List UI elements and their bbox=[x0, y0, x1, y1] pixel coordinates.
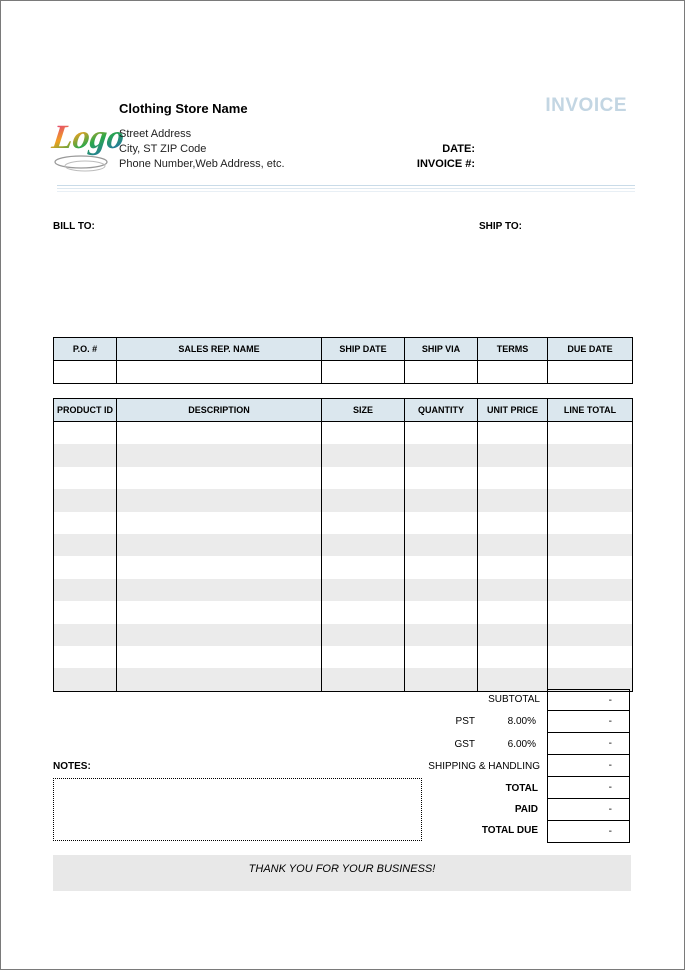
total-due-label: TOTAL DUE bbox=[481, 825, 538, 836]
subtotal-label: SUBTOTAL bbox=[488, 694, 540, 705]
quantity-cell[interactable] bbox=[405, 601, 478, 623]
paid-label: PAID bbox=[514, 804, 538, 815]
size-cell[interactable] bbox=[322, 534, 405, 556]
size-cell[interactable] bbox=[322, 556, 405, 578]
table-row bbox=[54, 512, 633, 534]
table-row bbox=[54, 601, 633, 623]
size-cell[interactable] bbox=[322, 624, 405, 646]
quantity-cell[interactable] bbox=[405, 624, 478, 646]
pst-rate: 8.00% bbox=[507, 716, 536, 727]
thank-you-banner: THANK YOU FOR YOUR BUSINESS! bbox=[53, 855, 631, 891]
quantity-cell[interactable] bbox=[405, 646, 478, 668]
product-id-cell[interactable] bbox=[54, 534, 117, 556]
line-total-cell[interactable] bbox=[548, 489, 633, 511]
table-row bbox=[54, 467, 633, 489]
shipping-label: SHIPPING & HANDLING bbox=[428, 761, 540, 772]
invoice-number-label: INVOICE #: bbox=[416, 158, 475, 170]
product-id-cell[interactable] bbox=[54, 489, 117, 511]
ship-date-cell[interactable] bbox=[322, 361, 405, 384]
size-cell[interactable] bbox=[322, 668, 405, 691]
due-date-header: DUE DATE bbox=[548, 338, 633, 361]
gst-value[interactable]: - bbox=[547, 733, 630, 755]
unit-price-cell[interactable] bbox=[478, 556, 548, 578]
line-total-cell[interactable] bbox=[548, 579, 633, 601]
description-cell[interactable] bbox=[117, 579, 322, 601]
shipping-value[interactable]: - bbox=[547, 755, 630, 777]
table-row bbox=[54, 668, 633, 691]
table-row bbox=[54, 489, 633, 511]
line-total-cell[interactable] bbox=[548, 646, 633, 668]
item-rows bbox=[54, 422, 633, 692]
description-cell[interactable] bbox=[117, 467, 322, 489]
quantity-cell[interactable] bbox=[405, 556, 478, 578]
product-id-cell[interactable] bbox=[54, 646, 117, 668]
table-row bbox=[54, 534, 633, 556]
unit-price-cell[interactable] bbox=[478, 579, 548, 601]
quantity-cell[interactable] bbox=[405, 579, 478, 601]
svg-text:Logo: Logo bbox=[49, 119, 127, 156]
unit-price-cell[interactable] bbox=[478, 444, 548, 466]
quantity-cell[interactable] bbox=[405, 534, 478, 556]
po-cell[interactable] bbox=[54, 361, 117, 384]
line-total-header: LINE TOTAL bbox=[548, 399, 633, 422]
bill-to-label: BILL TO: bbox=[53, 221, 95, 232]
description-cell[interactable] bbox=[117, 534, 322, 556]
order-header-row bbox=[54, 338, 633, 361]
quantity-cell[interactable] bbox=[405, 668, 478, 691]
due-date-cell[interactable] bbox=[548, 361, 633, 384]
unit-price-cell[interactable] bbox=[478, 534, 548, 556]
line-total-cell[interactable] bbox=[548, 534, 633, 556]
quantity-cell[interactable] bbox=[405, 512, 478, 534]
size-cell[interactable] bbox=[322, 579, 405, 601]
description-cell[interactable] bbox=[117, 556, 322, 578]
invoice-title: INVOICE bbox=[545, 95, 627, 116]
description-cell[interactable] bbox=[117, 444, 322, 466]
line-items-table bbox=[53, 398, 633, 692]
notes-label: NOTES: bbox=[53, 761, 91, 772]
items-header-row bbox=[54, 399, 633, 422]
table-row bbox=[54, 646, 633, 668]
size-header: SIZE bbox=[322, 399, 405, 422]
logo-image bbox=[49, 104, 127, 174]
unit-price-cell[interactable] bbox=[478, 668, 548, 691]
unit-price-cell[interactable] bbox=[478, 422, 548, 445]
line-total-cell[interactable] bbox=[548, 556, 633, 578]
description-header: DESCRIPTION bbox=[117, 399, 322, 422]
street-address: Street Address bbox=[119, 128, 192, 140]
terms-cell[interactable] bbox=[478, 361, 548, 384]
line-total-cell[interactable] bbox=[548, 624, 633, 646]
ship-to-label: SHIP TO: bbox=[479, 221, 522, 232]
header-divider-2 bbox=[57, 188, 635, 189]
product-id-cell[interactable] bbox=[54, 624, 117, 646]
terms-header: TERMS bbox=[478, 338, 548, 361]
ship-via-cell[interactable] bbox=[405, 361, 478, 384]
description-cell[interactable] bbox=[117, 624, 322, 646]
total-due-value[interactable]: - bbox=[547, 821, 630, 843]
product-id-cell[interactable] bbox=[54, 556, 117, 578]
contact-info: Phone Number,Web Address, etc. bbox=[119, 158, 285, 170]
product-id-cell[interactable] bbox=[54, 422, 117, 445]
size-cell[interactable] bbox=[322, 601, 405, 623]
description-cell[interactable] bbox=[117, 489, 322, 511]
table-row bbox=[54, 624, 633, 646]
table-row bbox=[54, 579, 633, 601]
gst-label: GST bbox=[454, 739, 475, 750]
line-total-cell[interactable] bbox=[548, 467, 633, 489]
size-cell[interactable] bbox=[322, 489, 405, 511]
pst-label: PST bbox=[455, 716, 475, 727]
product-id-cell[interactable] bbox=[54, 668, 117, 691]
line-total-cell[interactable] bbox=[548, 668, 633, 691]
city-state-zip: City, ST ZIP Code bbox=[119, 143, 207, 155]
table-row bbox=[54, 556, 633, 578]
ship-date-header: SHIP DATE bbox=[322, 338, 405, 361]
table-row bbox=[54, 422, 633, 445]
date-label: DATE: bbox=[442, 143, 475, 155]
unit-price-cell[interactable] bbox=[478, 624, 548, 646]
unit-price-cell[interactable] bbox=[478, 467, 548, 489]
gst-rate: 6.00% bbox=[507, 739, 536, 750]
size-cell[interactable] bbox=[322, 646, 405, 668]
unit-price-cell[interactable] bbox=[478, 646, 548, 668]
order-info-table bbox=[53, 337, 633, 384]
po-header: P.O. # bbox=[54, 338, 117, 361]
quantity-cell[interactable] bbox=[405, 489, 478, 511]
ship-via-header: SHIP VIA bbox=[405, 338, 478, 361]
description-cell[interactable] bbox=[117, 601, 322, 623]
unit-price-cell[interactable] bbox=[478, 512, 548, 534]
product-id-cell[interactable] bbox=[54, 601, 117, 623]
total-label: TOTAL bbox=[505, 783, 538, 794]
quantity-cell[interactable] bbox=[405, 444, 478, 466]
subtotal-value[interactable]: - bbox=[547, 689, 630, 711]
quantity-cell[interactable] bbox=[405, 467, 478, 489]
size-cell[interactable] bbox=[322, 467, 405, 489]
description-cell[interactable] bbox=[117, 512, 322, 534]
paid-value[interactable]: - bbox=[547, 799, 630, 821]
product-id-cell[interactable] bbox=[54, 512, 117, 534]
total-value[interactable]: - bbox=[547, 777, 630, 799]
unit-price-cell[interactable] bbox=[478, 489, 548, 511]
size-cell[interactable] bbox=[322, 512, 405, 534]
product-id-header: PRODUCT ID bbox=[54, 399, 117, 422]
order-value-row bbox=[54, 361, 633, 384]
unit-price-cell[interactable] bbox=[478, 601, 548, 623]
product-id-cell[interactable] bbox=[54, 467, 117, 489]
product-id-cell[interactable] bbox=[54, 579, 117, 601]
description-cell[interactable] bbox=[117, 668, 322, 691]
size-cell[interactable] bbox=[322, 422, 405, 445]
sales-rep-cell[interactable] bbox=[117, 361, 322, 384]
notes-box[interactable] bbox=[53, 778, 422, 841]
size-cell[interactable] bbox=[322, 444, 405, 466]
line-total-cell[interactable] bbox=[548, 444, 633, 466]
pst-value[interactable]: - bbox=[547, 711, 630, 733]
sales-rep-header: SALES REP. NAME bbox=[117, 338, 322, 361]
header-divider-3 bbox=[57, 191, 635, 192]
table-row bbox=[54, 444, 633, 466]
line-total-cell[interactable] bbox=[548, 512, 633, 534]
description-cell[interactable] bbox=[117, 646, 322, 668]
quantity-cell[interactable] bbox=[405, 422, 478, 445]
line-total-cell[interactable] bbox=[548, 601, 633, 623]
store-name: Clothing Store Name bbox=[119, 101, 248, 116]
description-cell[interactable] bbox=[117, 422, 322, 445]
quantity-header: QUANTITY bbox=[405, 399, 478, 422]
header-divider bbox=[57, 185, 635, 186]
product-id-cell[interactable] bbox=[54, 444, 117, 466]
line-total-cell[interactable] bbox=[548, 422, 633, 445]
unit-price-header: UNIT PRICE bbox=[478, 399, 548, 422]
